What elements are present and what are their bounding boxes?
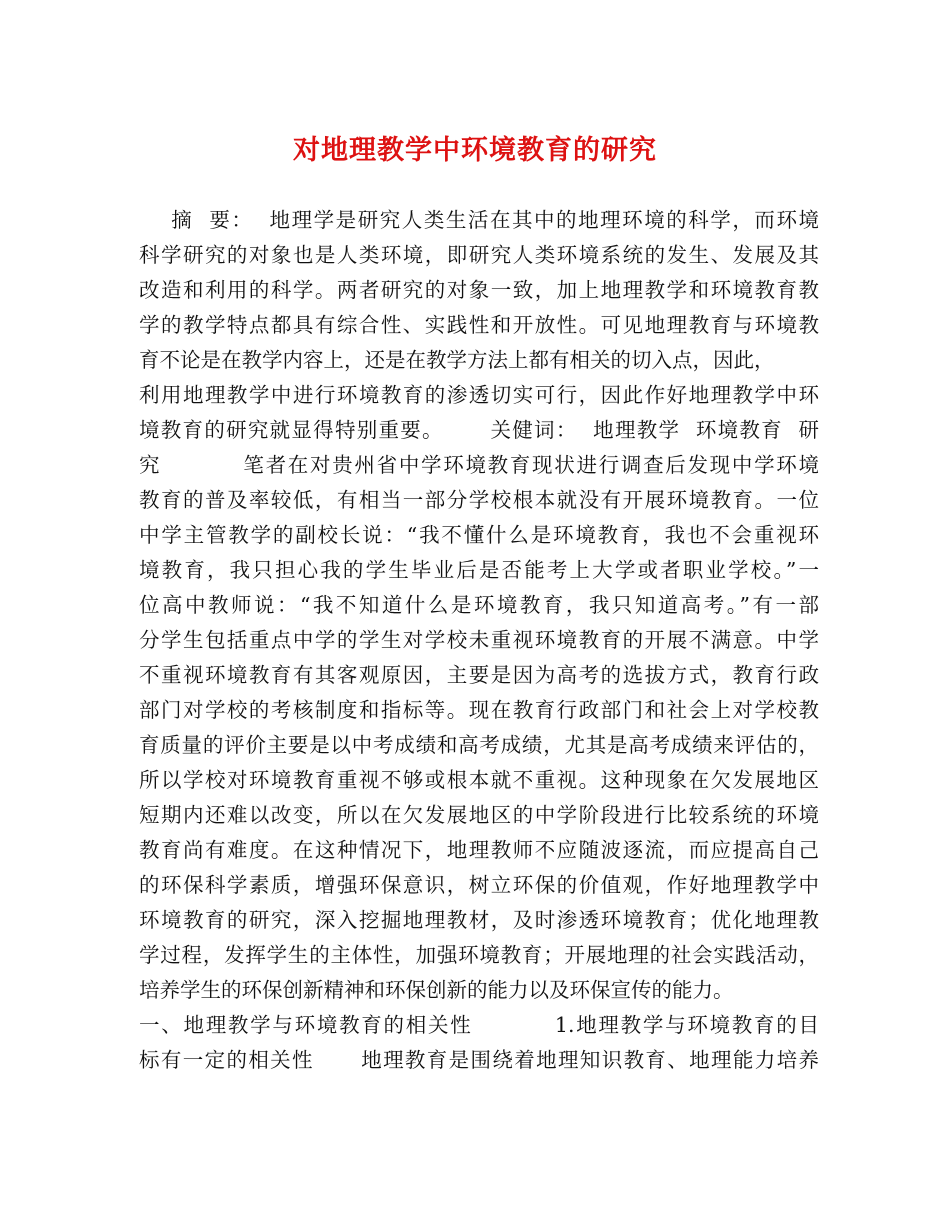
body-line: 育不论是在教学内容上，还是在教学方法上都有相关的切入点，因此，: [139, 348, 775, 372]
body-line: 利用地理教学中进行环境教育的渗透切实可行，因此作好地理教学中环: [139, 383, 819, 407]
body-line: 环境教育的研究，深入挖掘地理教材，及时渗透环境教育；优化地理教: [139, 908, 819, 932]
body-line: 一、地理教学与环境教育的相关性 1.地理教学与环境教育的目: [139, 1013, 819, 1037]
body-line: 培养学生的环保创新精神和环保创新的能力以及环保宣传的能力。: [139, 978, 734, 1002]
body-line: 育质量的评价主要是以中考成绩和高考成绩，尤其是高考成绩来评估的，: [139, 733, 819, 757]
body-line: 学的教学特点都具有综合性、实践性和开放性。可见地理教育与环境教: [139, 313, 819, 337]
body-line: 教育尚有难度。在这种情况下，地理教师不应随波逐流，而应提高自己: [139, 838, 819, 862]
body-line: 的环保科学素质，增强环保意识，树立环保的价值观，作好地理教学中: [139, 873, 819, 897]
body-line: 标有一定的相关性 地理教育是围绕着地理知识教育、地理能力培养: [139, 1048, 819, 1072]
body-line: 不重视环境教育有其客观原因，主要是因为高考的选拔方式，教育行政: [139, 663, 819, 687]
body-line: 位高中教师说：“我不知道什么是环境教育，我只知道高考。”有一部: [139, 593, 819, 617]
body-line: 教育的普及率较低，有相当一部分学校根本就没有开展环境教育。一位: [139, 488, 819, 512]
body-line: 学过程，发挥学生的主体性，加强环境教育；开展地理的社会实践活动，: [139, 943, 819, 967]
document-body: [139, 203, 819, 1078]
body-line: 短期内还难以改变，所以在欠发展地区的中学阶段进行比较系统的环境: [139, 803, 819, 827]
body-line: 摘 要： 地理学是研究人类生活在其中的地理环境的科学，而环境: [139, 208, 819, 232]
body-line: 中学主管教学的副校长说：“我不懂什么是环境教育，我也不会重视环: [139, 523, 819, 547]
body-line: 科学研究的对象也是人类环境，即研究人类环境系统的发生、发展及其: [139, 243, 819, 267]
body-line: 境教育的研究就显得特别重要。 关健词： 地理教学 环境教育 研: [139, 418, 819, 442]
body-line: 部门对学校的考核制度和指标等。现在教育行政部门和社会上对学校教: [139, 698, 819, 722]
body-line: 境教育，我只担心我的学生毕业后是否能考上大学或者职业学校。”一: [139, 558, 819, 582]
body-line: 究 笔者在对贵州省中学环境教育现状进行调查后发现中学环境: [139, 453, 819, 477]
document-title: 对地理教学中环境教育的研究: [293, 135, 657, 166]
body-line: 改造和利用的科学。两者研究的对象一致，加上地理教学和环境教育教: [139, 278, 819, 302]
body-line: 分学生包括重点中学的学生对学校未重视环境教育的开展不满意。中学: [139, 628, 819, 652]
body-line: 所以学校对环境教育重视不够或根本就不重视。这种现象在欠发展地区: [139, 768, 819, 792]
